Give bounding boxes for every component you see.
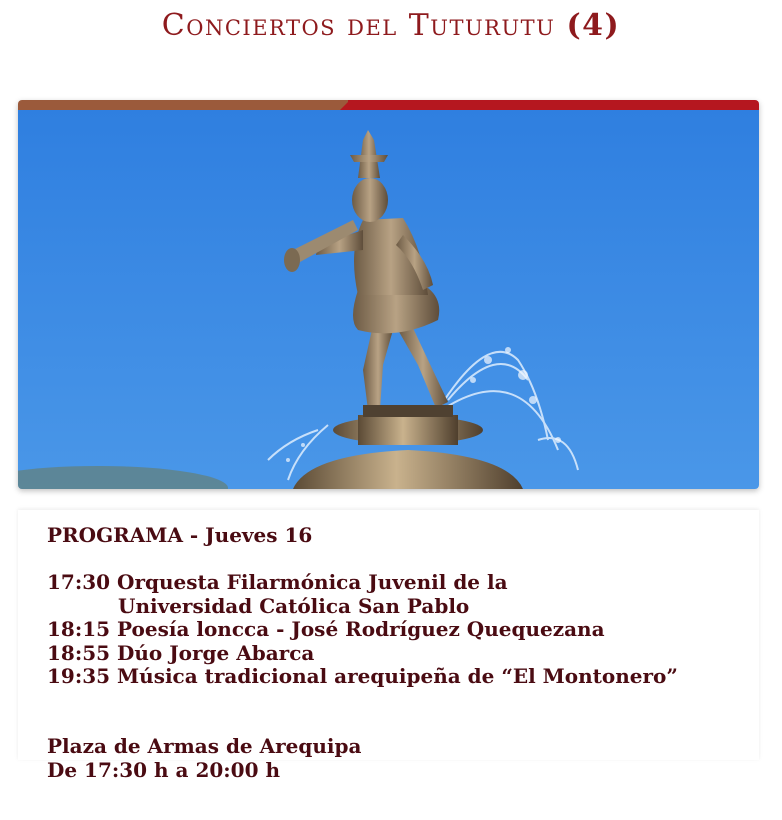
tuturutu-statue-photo: [18, 110, 759, 489]
banner-bar-right: [348, 100, 759, 110]
schedule-item: [47, 618, 678, 642]
title-number: (4): [566, 8, 621, 43]
event-hours: De 17:30 h a 20:00 h: [47, 757, 281, 782]
schedule-item-continuation: Universidad Católica San Pablo: [118, 593, 470, 618]
page-title: [0, 6, 782, 46]
venue-block: [47, 735, 361, 782]
program-heading: PROGRAMA - Jueves 16: [47, 523, 313, 547]
schedule-item: [47, 665, 678, 689]
schedule-item: [47, 571, 678, 595]
schedule-time: 19:35: [47, 664, 111, 688]
schedule-text: Dúo Jorge Abarca: [117, 640, 315, 665]
schedule-time: 17:30: [47, 570, 111, 594]
schedule-text: Poesía loncca - José Rodríguez Quequezana: [117, 617, 605, 641]
title-text: Conciertos del Tuturutu: [161, 8, 556, 43]
schedule-text: Música tradicional arequipeña de “El Montonero”: [117, 664, 678, 688]
schedule-text: Orquesta Filarmónica Juvenil de la: [117, 570, 508, 594]
schedule-time: 18:55: [47, 640, 111, 665]
schedule-item: [47, 642, 678, 666]
banner-bar-cut: [340, 100, 350, 110]
venue-name: Plaza de Armas de Arequipa: [47, 734, 362, 758]
banner-bar-left: [18, 100, 348, 110]
program-schedule: [47, 571, 678, 689]
banner-card: [18, 100, 759, 489]
schedule-time: 18:15: [47, 617, 111, 641]
